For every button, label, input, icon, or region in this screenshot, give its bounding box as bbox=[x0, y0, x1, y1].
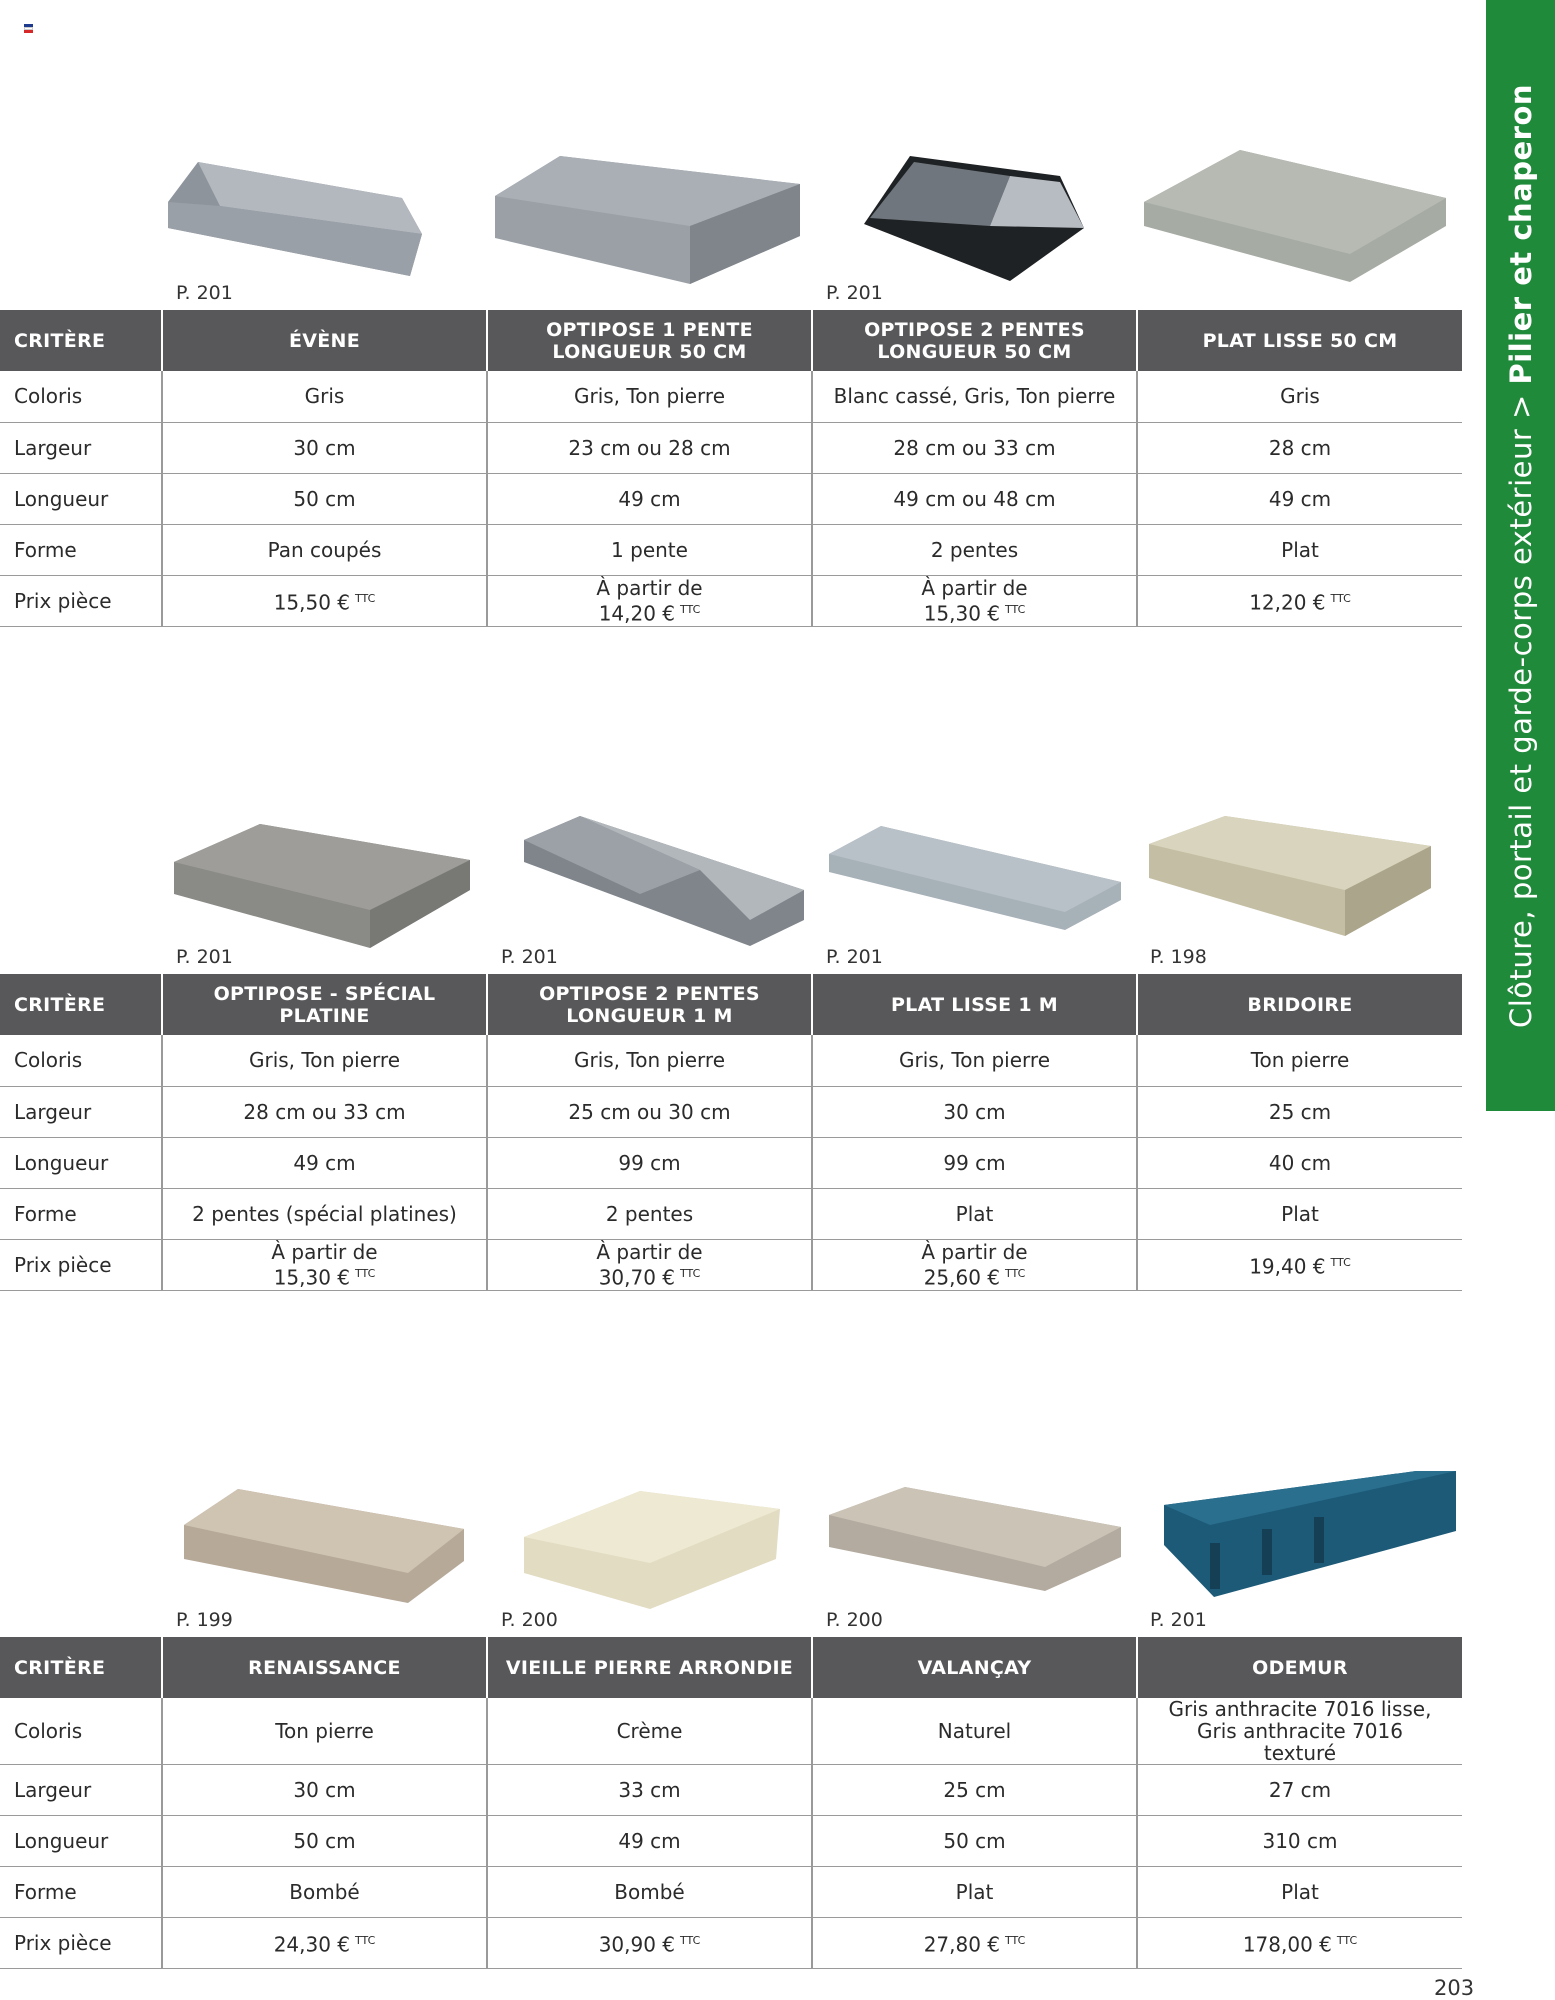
cell-value: 28 cm bbox=[1137, 422, 1462, 473]
row-label: Coloris bbox=[0, 1035, 162, 1086]
forme-row bbox=[0, 524, 1462, 575]
cell-value: 2 pentes bbox=[812, 524, 1137, 575]
row-label: Largeur bbox=[0, 1765, 162, 1816]
price-value: 12,20 € bbox=[1249, 590, 1326, 615]
product-name: VALANÇAY bbox=[812, 1637, 1137, 1698]
spec-table-1 bbox=[0, 310, 1462, 627]
page-ref: P. 201 bbox=[176, 282, 233, 304]
cell-value: Gris, Ton pierre bbox=[812, 1035, 1137, 1086]
header-row bbox=[0, 1637, 1462, 1698]
product-name: OPTIPOSE 1 PENTE LONGUEUR 50 CM bbox=[487, 310, 812, 371]
cell-value: 99 cm bbox=[812, 1137, 1137, 1188]
price-cell bbox=[162, 1918, 487, 1969]
page-ref: P. 200 bbox=[501, 1609, 558, 1631]
ttc-mark: TTC bbox=[1005, 1934, 1026, 1948]
row-label: Coloris bbox=[0, 371, 162, 422]
cell-value: Ton pierre bbox=[162, 1698, 487, 1765]
cell-value: 50 cm bbox=[162, 1816, 487, 1867]
prix-row bbox=[0, 1918, 1462, 1969]
price-prefix: À partir de bbox=[921, 575, 1028, 600]
page-ref: P. 201 bbox=[826, 946, 883, 968]
ttc-mark: TTC bbox=[1005, 602, 1026, 616]
price-prefix: À partir de bbox=[596, 1239, 703, 1264]
product-section-1 bbox=[0, 90, 1462, 626]
forme-row bbox=[0, 1188, 1462, 1239]
price-cell bbox=[812, 1239, 1137, 1290]
price-cell bbox=[487, 575, 812, 626]
cell-value: 25 cm bbox=[812, 1765, 1137, 1816]
ttc-mark: TTC bbox=[680, 1934, 701, 1948]
price-cell bbox=[487, 1918, 812, 1969]
cell-value: Gris, Ton pierre bbox=[487, 371, 812, 422]
cell-value: Plat bbox=[1137, 1867, 1462, 1918]
price-prefix: À partir de bbox=[596, 575, 703, 600]
cell-value: Bombé bbox=[162, 1867, 487, 1918]
product-image-odemur bbox=[1162, 1433, 1458, 1613]
price-cell bbox=[812, 1918, 1137, 1969]
row-label: Forme bbox=[0, 524, 162, 575]
row-label: Forme bbox=[0, 1188, 162, 1239]
cell-value: Gris, Ton pierre bbox=[162, 1035, 487, 1086]
criteria-header: CRITÈRE bbox=[0, 974, 162, 1035]
product-name: RENAISSANCE bbox=[162, 1637, 487, 1698]
cell-value: 25 cm bbox=[1137, 1086, 1462, 1137]
header-row bbox=[0, 310, 1462, 371]
row-label: Forme bbox=[0, 1867, 162, 1918]
row-label: Prix pièce bbox=[0, 1239, 162, 1290]
cell-value: 28 cm ou 33 cm bbox=[162, 1086, 487, 1137]
price-cell bbox=[1137, 1918, 1462, 1969]
coloris-row bbox=[0, 371, 1462, 422]
product-image-optipose-special-platine bbox=[170, 770, 475, 950]
price-value: 30,90 € bbox=[598, 1932, 676, 1957]
cell-value: Plat bbox=[1137, 524, 1462, 575]
product-image-plat-lisse-50 bbox=[1140, 106, 1450, 286]
row-label: Largeur bbox=[0, 1086, 162, 1137]
largeur-row bbox=[0, 1086, 1462, 1137]
product-image-bridoire bbox=[1145, 770, 1435, 950]
cell-value: 40 cm bbox=[1137, 1137, 1462, 1188]
cell-value: Plat bbox=[1137, 1188, 1462, 1239]
cell-value: 49 cm bbox=[487, 1816, 812, 1867]
cell-value: Gris anthracite 7016 lisse, Gris anthracite 7016 texturé bbox=[1137, 1698, 1462, 1765]
cell-value: Bombé bbox=[487, 1867, 812, 1918]
price-cell bbox=[487, 1239, 812, 1290]
cell-value: Pan coupés bbox=[162, 524, 487, 575]
product-name: OPTIPOSE 2 PENTES LONGUEUR 50 CM bbox=[812, 310, 1137, 371]
ttc-mark: TTC bbox=[680, 1266, 701, 1280]
page-ref: P. 201 bbox=[826, 282, 883, 304]
cell-value: 49 cm bbox=[162, 1137, 487, 1188]
cell-value: Plat bbox=[812, 1188, 1137, 1239]
price-cell bbox=[812, 575, 1137, 626]
ttc-mark: TTC bbox=[355, 1934, 376, 1948]
product-name: ODEMUR bbox=[1137, 1637, 1462, 1698]
product-image-valancay bbox=[825, 1433, 1125, 1613]
price-value: 25,60 € bbox=[923, 1265, 1001, 1290]
price-value: 14,20 € bbox=[598, 601, 676, 626]
cell-value: 1 pente bbox=[487, 524, 812, 575]
price-value: 19,40 € bbox=[1249, 1254, 1326, 1279]
page-ref: P. 201 bbox=[501, 946, 558, 968]
criteria-header: CRITÈRE bbox=[0, 1637, 162, 1698]
cell-value: Naturel bbox=[812, 1698, 1137, 1765]
price-value: 178,00 € bbox=[1242, 1932, 1332, 1957]
ttc-mark: TTC bbox=[680, 602, 701, 616]
price-value: 24,30 € bbox=[273, 1932, 351, 1957]
price-cell bbox=[1137, 575, 1462, 626]
cell-value: 2 pentes bbox=[487, 1188, 812, 1239]
cell-value: 49 cm bbox=[487, 473, 812, 524]
row-label: Longueur bbox=[0, 1137, 162, 1188]
product-name: OPTIPOSE - SPÉCIAL PLATINE bbox=[162, 974, 487, 1035]
ttc-mark: TTC bbox=[1336, 1934, 1358, 1948]
header-row bbox=[0, 974, 1462, 1035]
page-ref: P. 199 bbox=[176, 1609, 233, 1631]
largeur-row bbox=[0, 1765, 1462, 1816]
row-label: Coloris bbox=[0, 1698, 162, 1765]
spec-table-2 bbox=[0, 974, 1462, 1291]
price-cell bbox=[162, 1239, 487, 1290]
criteria-header: CRITÈRE bbox=[0, 310, 162, 371]
side-tab-separator: > bbox=[1503, 383, 1538, 429]
cell-value: 30 cm bbox=[162, 422, 487, 473]
row-label: Prix pièce bbox=[0, 1918, 162, 1969]
prix-row bbox=[0, 575, 1462, 626]
price-value: 15,50 € bbox=[273, 590, 351, 615]
price-cell bbox=[162, 575, 487, 626]
product-section-3 bbox=[0, 1417, 1462, 1957]
cell-value: 27 cm bbox=[1137, 1765, 1462, 1816]
price-value: 15,30 € bbox=[273, 1265, 351, 1290]
cell-value: 30 cm bbox=[162, 1765, 487, 1816]
prix-row bbox=[0, 1239, 1462, 1290]
cell-value: Ton pierre bbox=[1137, 1035, 1462, 1086]
page-ref: P. 201 bbox=[176, 946, 233, 968]
cell-value: 49 cm ou 48 cm bbox=[812, 473, 1137, 524]
price-prefix: À partir de bbox=[921, 1239, 1028, 1264]
cell-value: Crème bbox=[487, 1698, 812, 1765]
cell-value: Gris bbox=[162, 371, 487, 422]
row-label: Prix pièce bbox=[0, 575, 162, 626]
price-prefix: À partir de bbox=[271, 1239, 378, 1264]
product-image-plat-lisse-1m bbox=[825, 770, 1125, 950]
product-name: BRIDOIRE bbox=[1137, 974, 1462, 1035]
flag-icon bbox=[24, 24, 33, 33]
cell-value: 50 cm bbox=[812, 1816, 1137, 1867]
section-side-tab bbox=[1486, 0, 1555, 1111]
cell-value: 33 cm bbox=[487, 1765, 812, 1816]
page-ref: P. 198 bbox=[1150, 946, 1207, 968]
product-image-optipose-2-pentes bbox=[860, 106, 1090, 286]
product-image-vieille-pierre-arrondie bbox=[520, 1433, 785, 1613]
cell-value: Gris, Ton pierre bbox=[487, 1035, 812, 1086]
forme-row bbox=[0, 1867, 1462, 1918]
longueur-row bbox=[0, 473, 1462, 524]
product-name: PLAT LISSE 1 M bbox=[812, 974, 1137, 1035]
ttc-mark: TTC bbox=[1330, 1255, 1351, 1269]
price-cell bbox=[1137, 1239, 1462, 1290]
longueur-row bbox=[0, 1816, 1462, 1867]
page-number: 203 bbox=[1434, 1976, 1475, 2000]
row-label: Longueur bbox=[0, 473, 162, 524]
cell-value: 28 cm ou 33 cm bbox=[812, 422, 1137, 473]
price-value: 27,80 € bbox=[923, 1932, 1001, 1957]
side-tab-text bbox=[1504, 83, 1538, 1027]
cell-value: 30 cm bbox=[812, 1086, 1137, 1137]
ttc-mark: TTC bbox=[355, 1266, 376, 1280]
product-image-renaissance bbox=[178, 1433, 470, 1613]
coloris-row bbox=[0, 1035, 1462, 1086]
longueur-row bbox=[0, 1137, 1462, 1188]
product-name: VIEILLE PIERRE ARRONDIE bbox=[487, 1637, 812, 1698]
cell-value: 99 cm bbox=[487, 1137, 812, 1188]
product-image-optipose-2-pentes-1m bbox=[520, 770, 810, 950]
row-label: Largeur bbox=[0, 422, 162, 473]
product-section-2 bbox=[0, 754, 1462, 1290]
largeur-row bbox=[0, 422, 1462, 473]
page-ref: P. 200 bbox=[826, 1609, 883, 1631]
row-label: Longueur bbox=[0, 1816, 162, 1867]
side-tab-category: Clôture, portail et garde-corps extérieur bbox=[1503, 428, 1538, 1028]
product-image-optipose-1-pente bbox=[490, 106, 810, 286]
product-name: ÉVÈNE bbox=[162, 310, 487, 371]
product-name: PLAT LISSE 50 CM bbox=[1137, 310, 1462, 371]
product-image-evene bbox=[160, 106, 430, 286]
product-name: OPTIPOSE 2 PENTES LONGUEUR 1 M bbox=[487, 974, 812, 1035]
cell-value: 25 cm ou 30 cm bbox=[487, 1086, 812, 1137]
side-tab-subcategory: Pilier et chaperon bbox=[1503, 83, 1538, 384]
price-value: 15,30 € bbox=[923, 601, 1001, 626]
cell-value: 310 cm bbox=[1137, 1816, 1462, 1867]
cell-value: 2 pentes (spécial platines) bbox=[162, 1188, 487, 1239]
cell-value: Gris bbox=[1137, 371, 1462, 422]
cell-value: Plat bbox=[812, 1867, 1137, 1918]
cell-value: 50 cm bbox=[162, 473, 487, 524]
coloris-row bbox=[0, 1698, 1462, 1765]
ttc-mark: TTC bbox=[355, 591, 376, 605]
cell-value: 49 cm bbox=[1137, 473, 1462, 524]
spec-table-3 bbox=[0, 1637, 1462, 1969]
page-ref: P. 201 bbox=[1150, 1609, 1207, 1631]
price-value: 30,70 € bbox=[598, 1265, 676, 1290]
ttc-mark: TTC bbox=[1005, 1266, 1026, 1280]
cell-value: 23 cm ou 28 cm bbox=[487, 422, 812, 473]
ttc-mark: TTC bbox=[1330, 591, 1351, 605]
cell-value: Blanc cassé, Gris, Ton pierre bbox=[812, 371, 1137, 422]
